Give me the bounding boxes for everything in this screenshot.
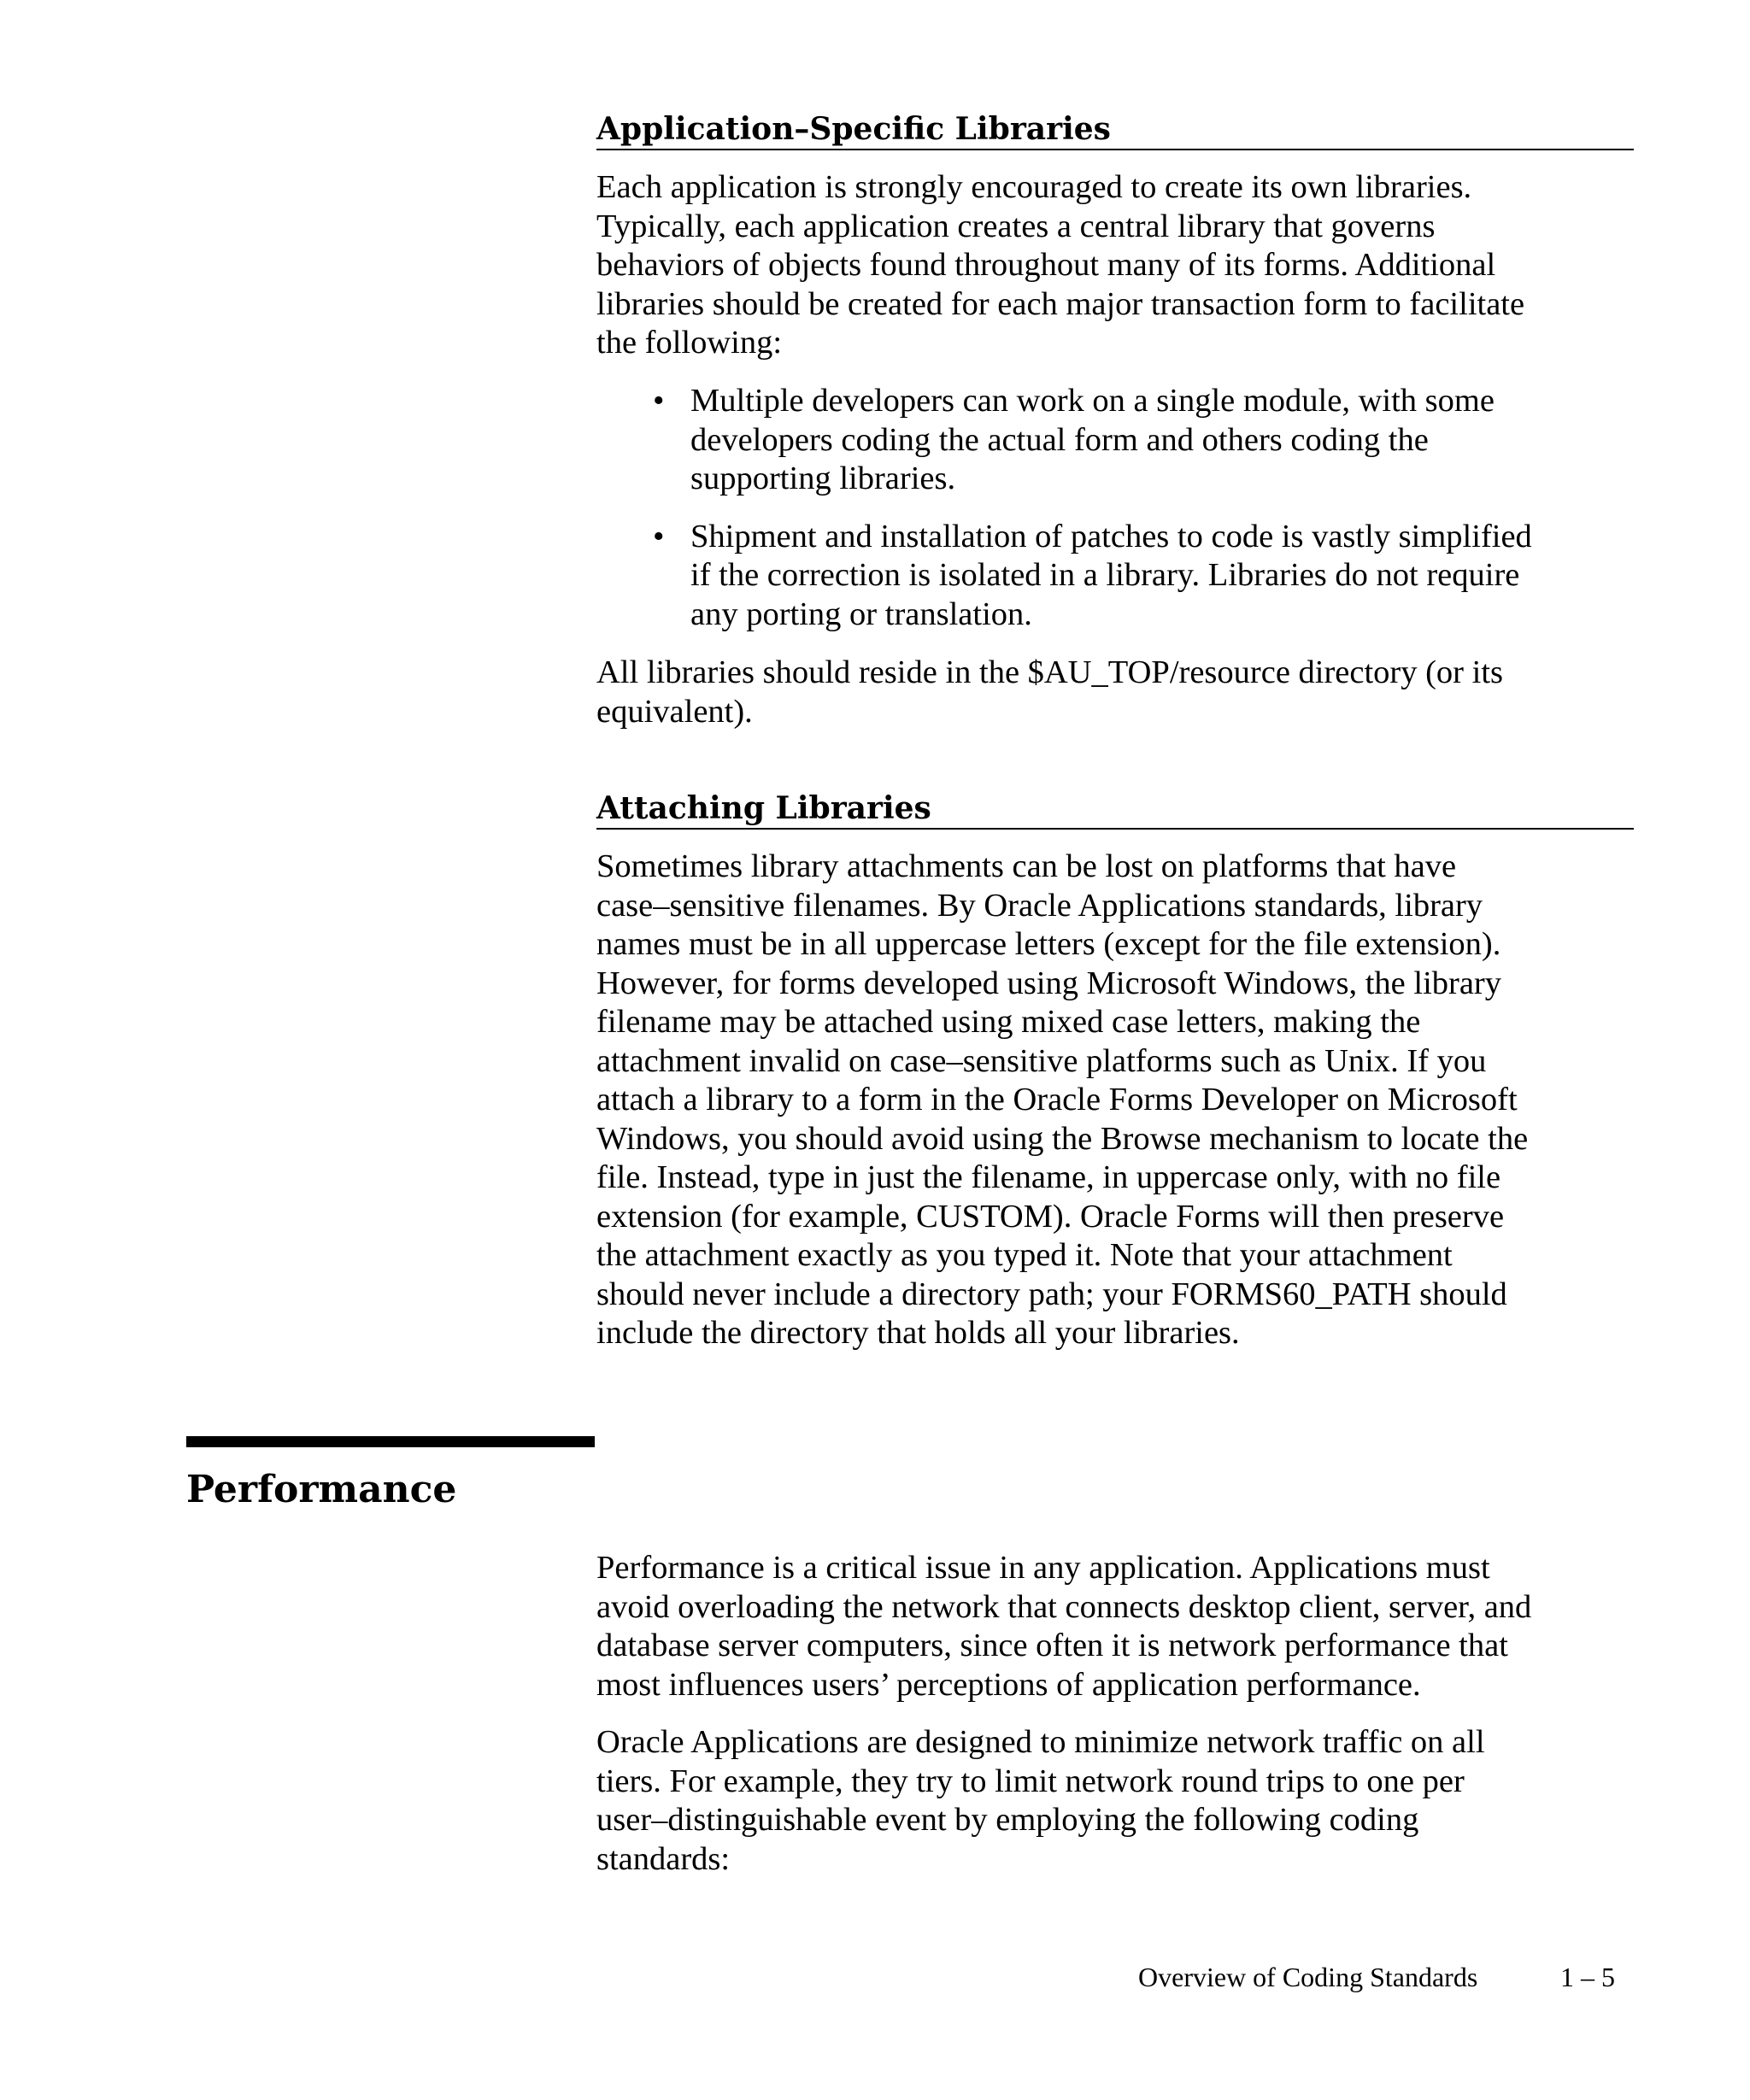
app-specific-intro-paragraph — [596, 168, 1634, 363]
text-line: supporting libraries. — [690, 460, 956, 496]
text-line: attach a library to a form in the Oracle Forms Developer on Microsoft — [596, 1082, 1518, 1117]
section-heading-application-specific-libraries: Application–Specific Libraries — [596, 111, 1634, 150]
text-line: filename may be attached using mixed case letters, making the — [596, 1004, 1421, 1040]
text-line: most influences users’ perceptions of application performance. — [596, 1666, 1421, 1703]
text-line: database server computers, since often it is network performance that — [596, 1628, 1508, 1663]
bullet-item-multiple-developers — [596, 382, 1634, 499]
text-line: any porting or translation. — [690, 595, 1032, 632]
section-heading-attaching-libraries: Attaching Libraries — [596, 790, 1634, 830]
text-line: behaviors of objects found throughout many of its forms. Additional — [596, 247, 1496, 283]
bullet-icon: • — [653, 518, 665, 554]
text-line: Each application is strongly encouraged to create its own libraries. — [596, 169, 1472, 205]
text-line: Windows, you should avoid using the Browse mechanism to locate the — [596, 1120, 1529, 1157]
app-specific-closing-paragraph — [596, 654, 1634, 731]
text-line: extension (for example, CUSTOM). Oracle Forms will then preserve — [596, 1198, 1505, 1235]
text-line: All libraries should reside in the $AU_TOP/resource directory (or its — [596, 654, 1504, 690]
text-line: standards: — [596, 1840, 731, 1877]
section-rule — [186, 1436, 595, 1447]
text-line: include the directory that holds all your libraries. — [596, 1315, 1240, 1351]
text-line: Multiple developers can work on a single module, with some — [690, 383, 1495, 419]
text-line: Shipment and installation of patches to code is vastly simplified — [690, 518, 1532, 554]
text-line: Typically, each application creates a central library that governs — [596, 208, 1436, 244]
footer-page-number: 1 – 5 — [1560, 1962, 1615, 1992]
text-line: equivalent). — [596, 693, 753, 730]
text-line: attachment invalid on case–sensitive platforms such as Unix. If you — [596, 1042, 1487, 1079]
text-line: user–distinguishable event by employing the following coding — [596, 1802, 1419, 1838]
text-line: developers coding the actual form and others coding the — [690, 421, 1429, 458]
text-line: libraries should be created for each major transaction form to facilitate — [596, 285, 1525, 322]
text-line: should never include a directory path; your FORMS60_PATH should — [596, 1276, 1507, 1312]
performance-network-paragraph — [596, 1723, 1634, 1879]
bullet-item-shipment-patches — [596, 518, 1634, 635]
footer-chapter-title: Overview of Coding Standards — [1138, 1962, 1478, 1992]
app-specific-bullet-list — [596, 382, 1634, 634]
text-line: if the correction is isolated in a library. Libraries do not require — [690, 557, 1520, 593]
text-line: tiers. For example, they try to limit network round trips to one per — [596, 1763, 1465, 1799]
section-heading-performance: Performance — [186, 1468, 457, 1511]
text-line: Oracle Applications are designed to minimize network traffic on all — [596, 1724, 1485, 1760]
performance-intro-paragraph — [596, 1549, 1634, 1704]
text-line: Performance is a critical issue in any application. Applications must — [596, 1550, 1490, 1586]
text-line: However, for forms developed using Microsoft Windows, the library — [596, 965, 1501, 1001]
text-line: the following: — [596, 325, 783, 361]
text-line: the attachment exactly as you typed it. Note that your attachment — [596, 1237, 1453, 1273]
text-line: avoid overloading the network that connects desktop client, server, and — [596, 1588, 1532, 1625]
bullet-icon: • — [653, 383, 665, 419]
text-line: file. Instead, type in just the filename, in uppercase only, with no file — [596, 1159, 1501, 1195]
attaching-libraries-paragraph — [596, 848, 1634, 1353]
text-line: Sometimes library attachments can be lost on platforms that have — [596, 848, 1457, 884]
text-line: case–sensitive filenames. By Oracle Applications standards, library — [596, 887, 1483, 924]
text-line: names must be in all uppercase letters (except for the file extension). — [596, 926, 1501, 962]
